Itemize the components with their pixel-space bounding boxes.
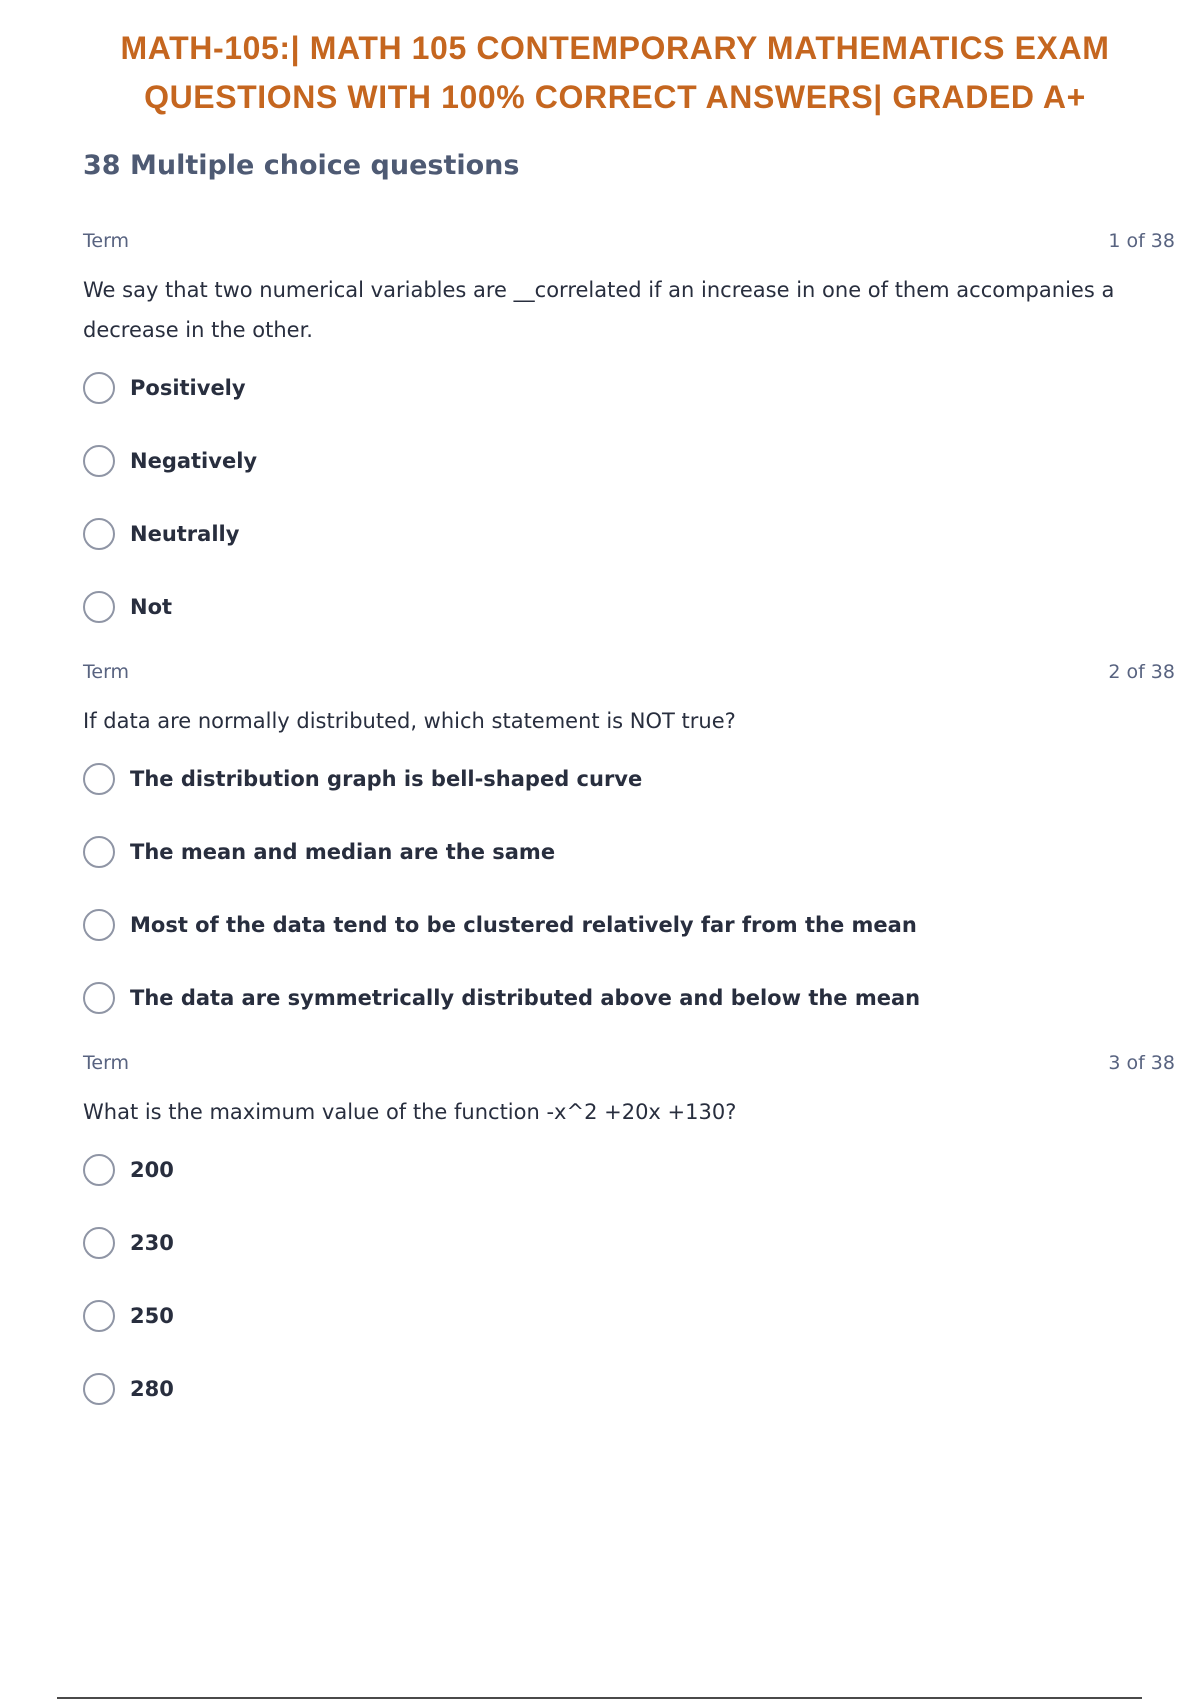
answer-option[interactable] [83, 443, 1175, 479]
answer-option[interactable] [83, 907, 1175, 943]
radio-button[interactable] [83, 372, 115, 404]
term-label: Term [83, 230, 130, 252]
answer-option-label: 200 [130, 1158, 174, 1182]
question-text: If data are normally distributed, which statement is NOT true? [83, 709, 736, 733]
answer-option-label: Not [130, 595, 173, 619]
question-header [83, 661, 1175, 685]
question-card-3 [83, 1052, 1175, 1444]
answer-option[interactable] [83, 1371, 1175, 1407]
answer-option[interactable] [83, 980, 1175, 1016]
answer-option-label: The data are symmetrically distributed above and below the mean [130, 986, 921, 1010]
document-title-line-1: MATH-105:| MATH 105 CONTEMPORARY MATHEMATICS EXAM [120, 30, 1110, 66]
document-title-line-2: QUESTIONS WITH 100% CORRECT ANSWERS| GRADED A+ [144, 79, 1086, 115]
question-card-2 [83, 661, 1175, 1053]
answer-option-label: Neutrally [130, 522, 240, 546]
question-counter: 1 of 38 [1108, 230, 1175, 252]
radio-button[interactable] [83, 836, 115, 868]
question-header [83, 230, 1175, 254]
radio-button[interactable] [83, 1373, 115, 1405]
answer-option[interactable] [83, 1225, 1175, 1261]
radio-button[interactable] [83, 518, 115, 550]
question-counter: 2 of 38 [1108, 661, 1175, 683]
answer-option[interactable] [83, 589, 1175, 625]
term-label: Term [83, 1052, 130, 1074]
answer-option[interactable] [83, 834, 1175, 870]
answer-options [83, 370, 1175, 625]
question-count-heading: 38 Multiple choice questions [83, 150, 520, 181]
answer-option[interactable] [83, 1152, 1175, 1188]
radio-button[interactable] [83, 1227, 115, 1259]
answer-option-label: The distribution graph is bell-shaped curve [130, 767, 643, 791]
question-text: What is the maximum value of the function -x^2 +20x +130? [83, 1100, 737, 1124]
radio-button[interactable] [83, 445, 115, 477]
answer-option-label: 280 [130, 1377, 174, 1401]
footer-divider [57, 1697, 1142, 1699]
question-header [83, 1052, 1175, 1076]
radio-button[interactable] [83, 1154, 115, 1186]
question-counter: 3 of 38 [1108, 1052, 1175, 1074]
answer-option-label: Negatively [130, 449, 258, 473]
answer-option-label: Positively [130, 376, 246, 400]
radio-button[interactable] [83, 982, 115, 1014]
radio-button[interactable] [83, 591, 115, 623]
answer-option[interactable] [83, 1298, 1175, 1334]
question-text: We say that two numerical variables are __correlated if an increase in one of them accompanies a decrease in the other. [83, 278, 1115, 342]
question-card-1 [83, 230, 1175, 662]
answer-options [83, 761, 1175, 1016]
answer-option[interactable] [83, 370, 1175, 406]
radio-button[interactable] [83, 763, 115, 795]
answer-option-label: 250 [130, 1304, 174, 1328]
document-title [40, 24, 1190, 122]
answer-option-label: 230 [130, 1231, 174, 1255]
term-label: Term [83, 661, 130, 683]
radio-button[interactable] [83, 1300, 115, 1332]
answer-option[interactable] [83, 516, 1175, 552]
answer-option-label: Most of the data tend to be clustered relatively far from the mean [130, 913, 917, 937]
radio-button[interactable] [83, 909, 115, 941]
answer-option-label: The mean and median are the same [130, 840, 556, 864]
answer-option[interactable] [83, 761, 1175, 797]
answer-options [83, 1152, 1175, 1407]
